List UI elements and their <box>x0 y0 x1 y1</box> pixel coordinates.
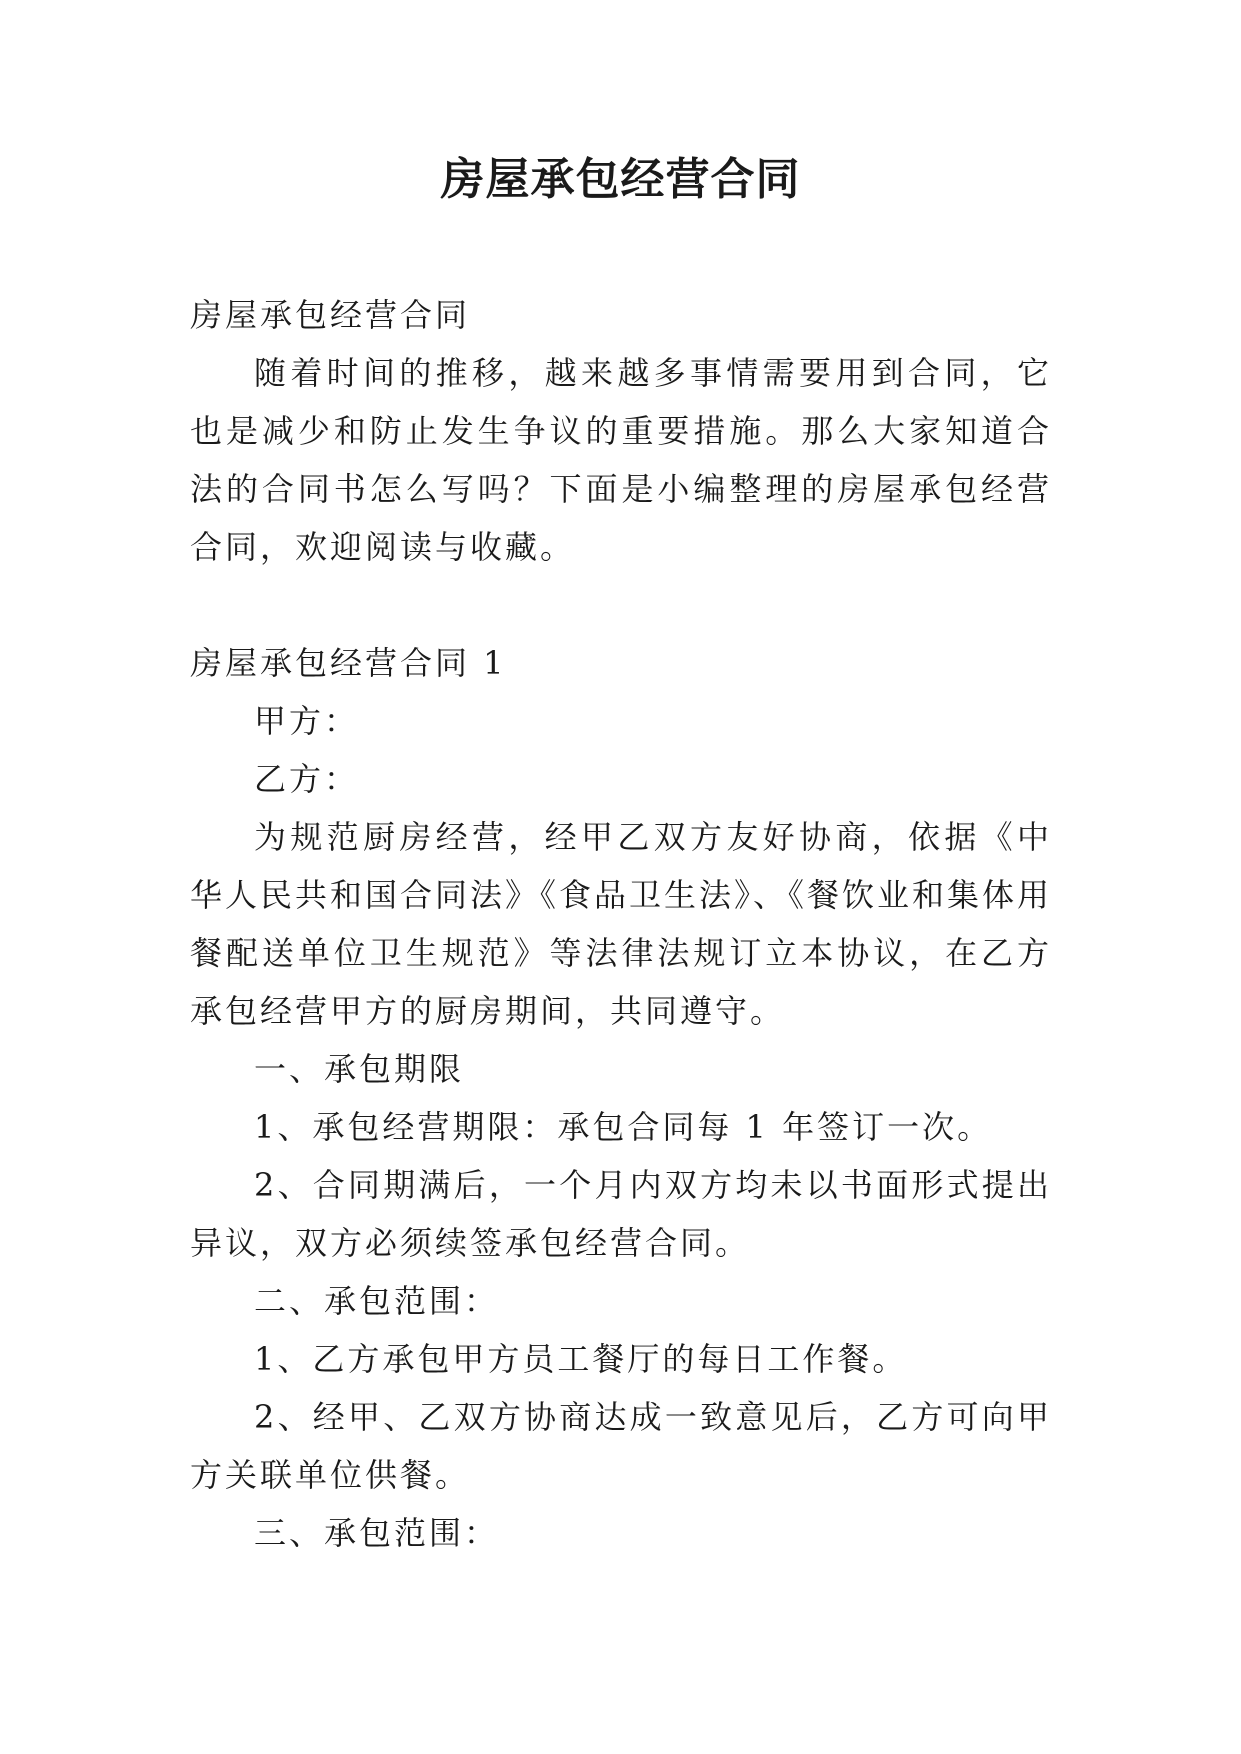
document-title: 房屋承包经营合同 <box>440 154 801 205</box>
clause-1-item-1: 1、承包经营期限：承包合同每 1 年签订一次。 <box>254 1108 993 1146</box>
intro-paragraph: 随着时间的推移，越来越多事情需要用到合同，它也是减少和防止发生争议的重要措施。那么大家知道合法的合同书怎么写吗？下面是小编整理的房屋承包经营合同，欢迎阅读与收藏。 <box>190 354 1052 566</box>
clause-1-item-2: 2、合同期满后，一个月内双方均未以书面形式提出异议，双方必须续签承包经营合同。 <box>190 1166 1052 1262</box>
clause-1-heading: 一、承包期限 <box>254 1050 465 1088</box>
paragraph-gap <box>190 576 1052 634</box>
preamble-paragraph: 为规范厨房经营，经甲乙双方友好协商，依据《中华人民共和国合同法》《食品卫生法》、《餐饮业和集体用餐配送单位卫生规范》等法律法规订立本协议，在乙方承包经营甲方的厨房期间，共同遵守。 <box>190 818 1053 1030</box>
section-heading: 房屋承包经营合同 1 <box>190 644 507 682</box>
document-subtitle: 房屋承包经营合同 <box>190 296 471 334</box>
party-b-line: 乙方： <box>254 760 360 798</box>
document-body <box>190 286 1052 1562</box>
clause-2-item-1: 1、乙方承包甲方员工餐厅的每日工作餐。 <box>254 1340 908 1378</box>
clause-2-item-2: 2、经甲、乙双方协商达成一致意见后，乙方可向甲方关联单位供餐。 <box>190 1398 1052 1494</box>
clause-2-heading: 二、承包范围： <box>254 1282 500 1320</box>
party-a-line: 甲方： <box>254 702 360 740</box>
clause-3-heading: 三、承包范围： <box>254 1514 500 1552</box>
